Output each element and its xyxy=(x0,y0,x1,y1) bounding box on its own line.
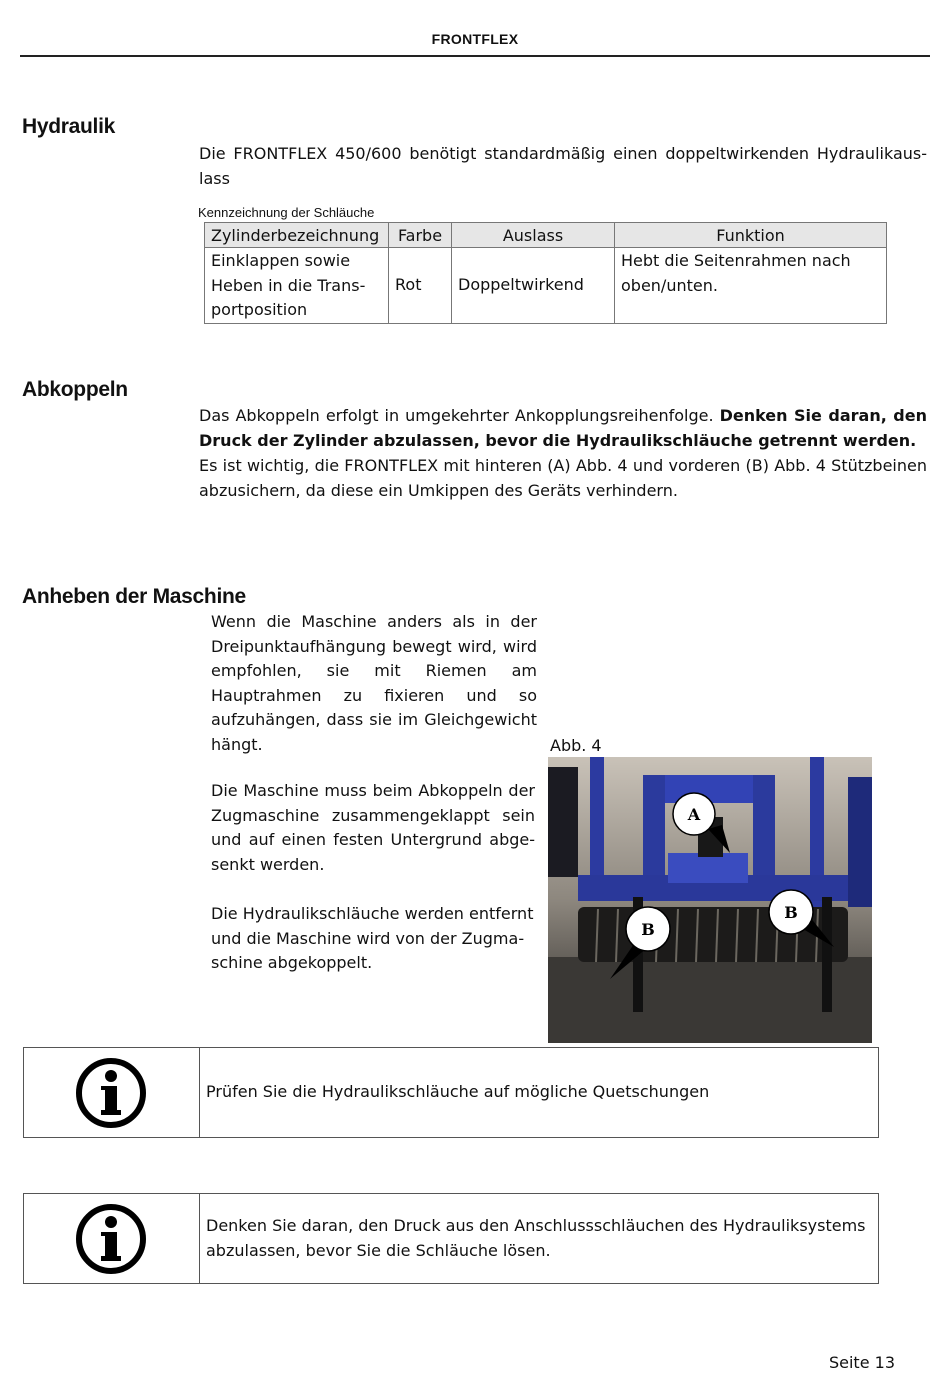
callout-label-a: A xyxy=(687,805,701,824)
anheben-paragraph-3: Die Hydraulikschläuche werden entfernt und die Maschine wird von der Zugmaschine abgekoppelt. xyxy=(211,904,534,972)
column-header: Funktion xyxy=(615,223,887,248)
machine-photo xyxy=(548,757,872,1043)
page-number: Seite 13 xyxy=(828,1353,895,1372)
abkoppeln-paragraph xyxy=(199,404,927,453)
callout-label-b-left: B xyxy=(641,920,655,939)
table-cell: Einklappen sowie Heben in die Transportposition xyxy=(205,248,389,324)
info-icon xyxy=(75,1057,147,1129)
callout-label-b-right: B xyxy=(784,903,798,922)
table-cell: Rot xyxy=(389,248,452,324)
abkoppeln-paragraph-2: Es ist wichtig, die FRONTFLEX mit hinteren (A) Abb. 4 und vorderen (B) Abb. 4 Stützbeinen abzusichern, da diese ein Umkippen des Geräts verhindern. xyxy=(199,456,927,500)
abkoppeln-warning: Denken Sie daran, den Druck der Zylinder abzulassen, bevor die Hydraulikschläuche getrennt werden. xyxy=(199,406,927,450)
column-header: Auslass xyxy=(452,223,615,248)
notice-icon-cell xyxy=(24,1194,200,1283)
section-heading-abkoppeln: Abkoppeln xyxy=(22,378,128,401)
table-row xyxy=(205,248,887,324)
column-header: Farbe xyxy=(389,223,452,248)
abkoppeln-text: Das Abkoppeln erfolgt in umgekehrter Ankopplungsreihenfolge. xyxy=(199,406,714,425)
table-caption: Kennzeichnung der Schläuche xyxy=(198,205,375,220)
table-cell: Hebt die Seitenrahmen nach oben/unten. xyxy=(615,248,887,324)
table-cell: Doppeltwirkend xyxy=(452,248,615,324)
column-header: Zylinderbezeichnung xyxy=(205,223,389,248)
section-heading-anheben: Anheben der Maschine xyxy=(22,585,246,608)
header-title: FRONTFLEX xyxy=(431,31,519,47)
anheben-paragraph-2: Die Maschine muss beim Abkoppeln der Zugmaschine zusammengeklappt sein und auf einen festen Untergrund abgesenkt werden. xyxy=(211,781,535,874)
anheben-paragraph-1: Wenn die Maschine anders als in der Dreipunktaufhängung bewegt wird, wird empfohlen, sie mit Riemen am Hauptrahmen zu fixieren und so aufzuhängen, dass sie im Gleichgewicht hängt. xyxy=(211,612,537,754)
figure-caption: Abb. 4 xyxy=(550,736,602,755)
notice-box xyxy=(23,1047,879,1138)
notice-box xyxy=(23,1193,879,1284)
info-icon xyxy=(75,1203,147,1275)
hydraulik-intro: Die FRONTFLEX 450/600 benötigt standardmäßig einen doppeltwirkenden Hydraulikauslass xyxy=(199,144,927,188)
hose-table xyxy=(204,222,887,324)
notice-text: Denken Sie daran, den Druck aus den Anschlussschläuchen des Hydrauliksystems abzulassen, bevor Sie die Schläuche lösen. xyxy=(206,1216,866,1260)
machine-illustration xyxy=(548,757,872,1043)
header-divider xyxy=(20,55,930,57)
section-heading-hydraulik: Hydraulik xyxy=(22,115,115,138)
table-header-row xyxy=(205,223,887,248)
notice-text: Prüfen Sie die Hydraulikschläuche auf mögliche Quetschungen xyxy=(206,1082,710,1102)
notice-icon-cell xyxy=(24,1048,200,1137)
